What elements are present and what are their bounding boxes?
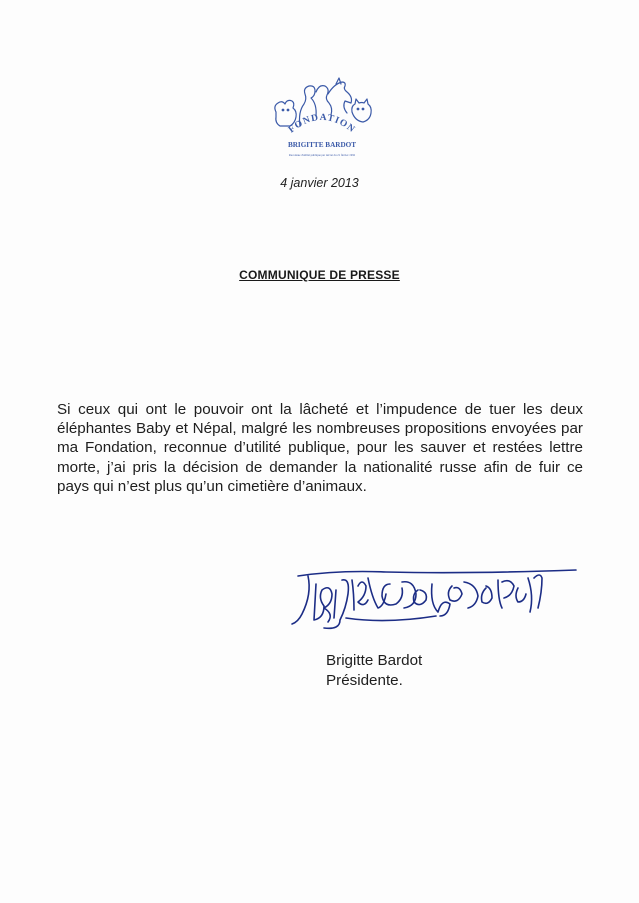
fondation-logo [266, 72, 378, 162]
letter-date: 4 janvier 2013 [280, 176, 359, 190]
signatory-title: Présidente. [326, 672, 403, 689]
signatory-block [326, 651, 422, 691]
signatory-name: Brigitte Bardot [326, 652, 423, 669]
handwritten-signature [286, 560, 578, 638]
logo-line2: BRIGITTE BARDOT [287, 141, 357, 149]
logo-line1: FONDATION [286, 112, 358, 136]
press-release-heading: COMMUNIQUE DE PRESSE [239, 268, 400, 282]
logo-tagline: Reconnue d'utilité publique par décret du 21 février 1992 [288, 153, 356, 157]
statement-paragraph: Si ceux qui ont le pouvoir ont la lâcheté et l’impudence de tuer les deux éléphantes Baby et Népal, malgré les nombreuses propositions envoyées par ma Fondation, reconnue d’utilité publique, pour les sauver et restées lettre morte, j’ai pris la décision de demander la nationalité russe afin de fuir ce pays qui n’est plus qu’un cimetière d’animaux. [57, 401, 583, 495]
